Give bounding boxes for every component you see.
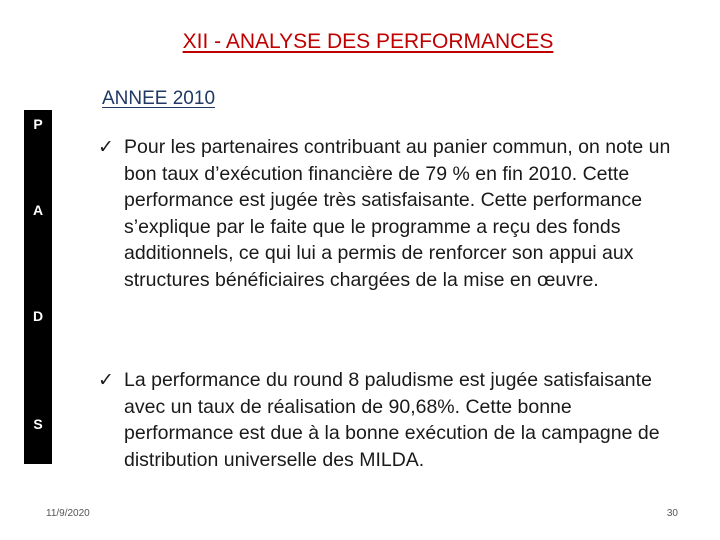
slide-title: XII - ANALYSE DES PERFORMANCES — [182, 30, 554, 53]
bullet-text-2: La performance du round 8 paludisme est jugée satisfaisante avec un taux de réalisation de 90,68%. Cette bonne performance est due à la bonne exécution de la campagne de distribution universelle des MILDA. — [124, 369, 660, 471]
sidebar-letter-s: S — [33, 416, 43, 432]
bullet-item-1 — [98, 134, 678, 293]
sidebar-letter-p: P — [33, 116, 43, 132]
bullet-text-1: Pour les partenaires contribuant au panier commun, on note un bon taux d’exécution financière de 79 % en fin 2010. Cette performance est jugée très satisfaisante. Cette performance s’explique par le faite que le programme a reçu des fonds additionnels, ce qui lui a permis de renforcer son appui aux structures bénéficiaires chargées de la mise en œuvre. — [124, 136, 671, 291]
page-number: 30 — [666, 508, 678, 519]
year-heading: ANNEE 2010 — [102, 88, 216, 109]
footer-date: 11/9/2020 — [46, 508, 90, 519]
sidebar-letter-a: A — [32, 202, 44, 218]
bullet-item-2 — [98, 367, 678, 473]
checkmark-icon: ✓ — [98, 136, 114, 158]
checkmark-icon: ✓ — [98, 369, 114, 391]
sidebar-pads — [24, 110, 52, 464]
sidebar-letter-d: D — [32, 308, 44, 324]
